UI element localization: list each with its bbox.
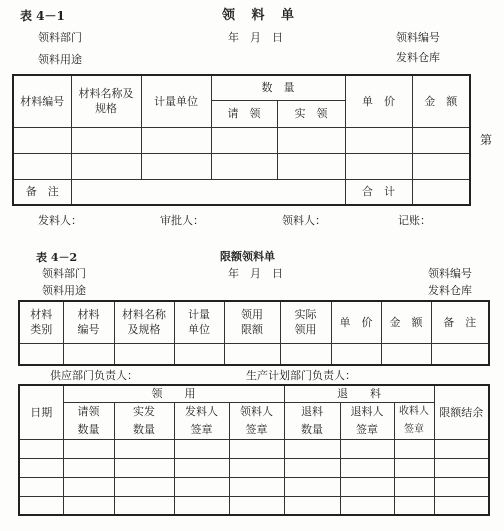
warehouse-label-2: 发料仓库 xyxy=(428,284,472,297)
limit-requisition-table xyxy=(18,300,490,366)
header-material-code-2: 材料编号 xyxy=(63,301,114,343)
header-actual-use: 实际领用 xyxy=(280,301,331,343)
header-issued-qty: 实发数量 xyxy=(114,402,174,439)
header-amount-2: 金 额 xyxy=(381,301,431,343)
table-row xyxy=(13,127,470,153)
table-row xyxy=(19,477,489,496)
header-unit-price: 单 价 xyxy=(345,75,412,127)
total-label: 合 计 xyxy=(345,179,412,205)
requisition-table xyxy=(12,74,471,206)
table-row xyxy=(19,343,489,365)
remark-cell xyxy=(71,179,345,205)
purpose-label: 领料用途 xyxy=(38,53,82,66)
header-limit: 领用限额 xyxy=(224,301,280,343)
header-issuer-sign: 发料人签章 xyxy=(174,402,229,439)
table-row xyxy=(19,439,489,458)
header-material-category: 材料类别 xyxy=(19,301,63,343)
header-amount: 金 额 xyxy=(412,75,470,127)
table-row xyxy=(19,496,489,515)
table-row xyxy=(19,458,489,477)
header-date: 日期 xyxy=(19,385,63,439)
header-limit-balance: 限额结余 xyxy=(434,385,489,439)
header-remark: 备 注 xyxy=(431,301,489,343)
header-requested: 请 领 xyxy=(211,100,277,127)
header-material-code: 材料编号 xyxy=(13,75,71,127)
header-collector-sign: 收料人签章 xyxy=(394,402,434,439)
warehouse-label: 发料仓库 xyxy=(396,51,440,64)
issue-return-table xyxy=(18,384,490,516)
header-return-qty: 退料数量 xyxy=(284,402,340,439)
header-quantity: 数 量 xyxy=(211,75,345,100)
receiver-signature-label: 领料人： xyxy=(282,214,326,227)
header-request-qty: 请领数量 xyxy=(63,402,114,439)
form-title-requisition: 领 料 单 xyxy=(222,8,301,23)
header-return: 退 料 xyxy=(284,385,434,402)
header-returner-sign: 退料人签章 xyxy=(340,402,394,439)
approver-signature-label: 审批人： xyxy=(160,214,204,227)
date-label: 年 月 日 xyxy=(228,31,283,44)
plan-dept-head-label: 生产计划部门负责人： xyxy=(246,369,356,382)
header-material-name: 材料名称及规格 xyxy=(71,75,141,127)
header-unit-2: 计量单位 xyxy=(174,301,224,343)
dept-label: 领料部门 xyxy=(38,31,82,44)
number-label-2: 领料编号 xyxy=(428,267,472,280)
number-label: 领料编号 xyxy=(396,31,440,44)
table-number-4-1: 表 4－1 xyxy=(20,9,65,23)
header-material-name-2: 材料名称及规格 xyxy=(114,301,174,343)
total-cell xyxy=(412,179,470,205)
header-receive: 领 用 xyxy=(63,385,284,402)
bookkeeper-signature-label: 记账： xyxy=(398,214,431,227)
remark-label: 备 注 xyxy=(13,179,71,205)
issuer-signature-label: 发料人： xyxy=(38,214,82,227)
table-row xyxy=(13,153,470,179)
header-receiver-sign: 领料人签章 xyxy=(229,402,284,439)
supply-dept-head-label: 供应部门负责人： xyxy=(50,369,138,382)
purpose-label-2: 领料用途 xyxy=(42,284,86,297)
header-actual: 实 领 xyxy=(277,100,345,127)
table-number-4-2: 表 4－2 xyxy=(36,251,78,264)
header-unit-price-2: 单 价 xyxy=(331,301,381,343)
form-title-limit-requisition: 限额领料单 xyxy=(220,250,275,263)
side-character: 第 xyxy=(480,133,493,147)
header-unit: 计量单位 xyxy=(141,75,211,127)
date-label-2: 年 月 日 xyxy=(228,267,283,280)
dept-label-2: 领料部门 xyxy=(42,267,86,280)
